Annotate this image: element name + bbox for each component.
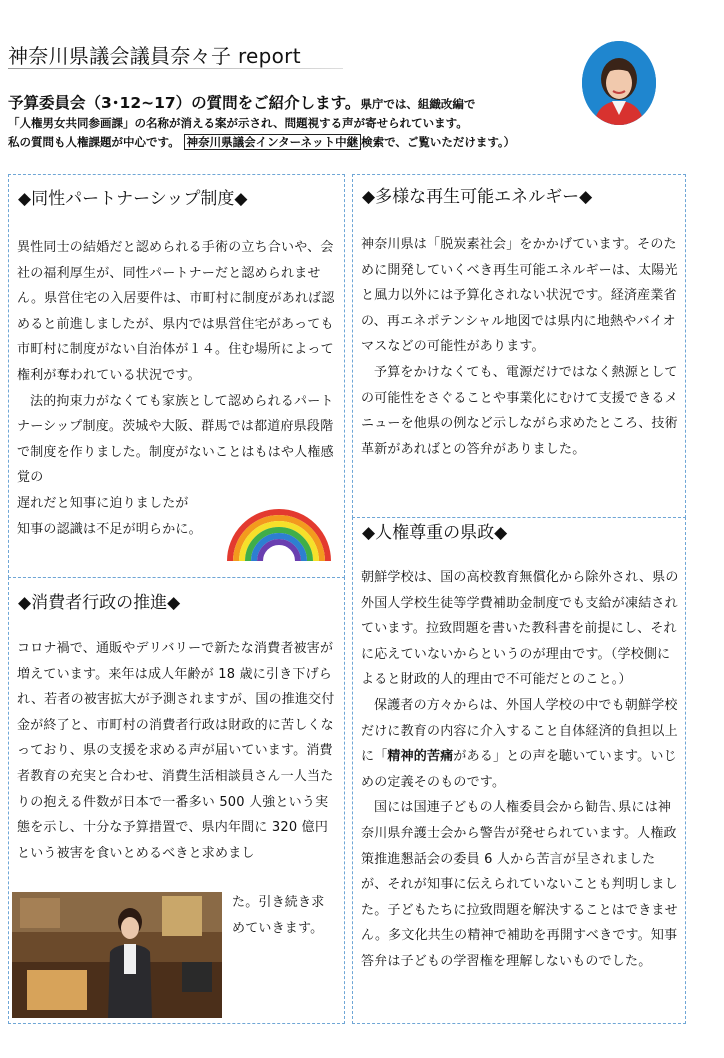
human-rights-paragraph-3: 国には国連子どもの人権委員会から勧告､県には神奈川県弁護士会から警告が発せられています。人権政策推進懇話会の委員 6 人から苦言が呈されましたが、それが知事に伝えられていないことも判明しました。子どもたちに拉致問題を解決することはできません。多文化共生の精神で補助を再開すべきです。知事答弁は子どもの学習権を理解しないものでした。 [361,800,678,969]
human-rights-paragraph-1: 朝鮮学校は、国の高校教育無償化から除外され、県の外国人学校生徒等学費補助金制度でも支給が凍結されています。拉致問題を書いた教科書を前提にし、それに応えていないからというのが理由です。（学校側によると財政的人的理由で不可能だとのこと。） [361,570,679,688]
lead-line-2: 「人権男女共同参画課」の名称が消える案が示され、問題視する声が寄せられています。 [8,116,468,130]
human-rights-body [361,565,679,975]
partnership-paragraph-4: 知事の認識は不足が明らかに。 [17,521,202,537]
partnership-paragraph-1: 異性同士の結婚だと認められる手術の立ち合いや、会社の福利厚生が、同性パートナーだと認められません。県営住宅の入居要件は、市町村に制度があれば認めると前進しましたが、県内では県営住宅があっても市町村に制度がない自治体が１４。住む場所によって権利が奪われている状況です。 [17,240,335,383]
rainbow-illustration [226,487,332,563]
newsletter-title: 神奈川県議会議員奈々子 report [8,44,301,68]
energy-paragraph-2: 予算をかけなくても、電源だけではなく熱源としての可能性をさぐることや事業化にむけて支援できるメニューを他県の例など示しながら求めたところ、技術革新があればとの答弁がありました。 [361,364,678,457]
consumer-body [17,636,337,866]
lead-line-1: 県庁では、組織改編で [360,97,476,111]
energy-paragraph-1: 神奈川県は「脱炭素社会」をかかげています。そのために開発していくべき再生可能エネルギーは、太陽光と風力以外には予算化されない状況です。経済産業省の、再エネポテンシャル地図では県内に地熱やバイオマスなどの可能性があります。 [361,237,678,355]
search-keyword-box: 神奈川県議会インターネット中継 [184,134,361,150]
lead-paragraph [8,94,653,152]
lead-line-3b: 検索で、ご覧いただけます。） [361,135,516,149]
partnership-paragraph-3: 遅れだと知事に迫りましたが [17,495,189,511]
consumer-paragraph-3: めていきます。 [232,920,324,936]
human-rights-paragraph-2a: 保護者の方々からは、外国人学校の中でも朝鮮学校だけに教育の内容に介入すること自体経済的負担以上に「 [361,697,678,765]
title-underline [8,68,343,69]
human-rights-emphasis: 精神的苦痛 [387,749,454,765]
human-rights-paragraph-2b: がある」との声を聴いています。いじめの定義そのものです。 [361,749,677,790]
energy-heading: ◆多様な再生可能エネルギー◆ [362,187,593,207]
consumer-body-tail [232,890,340,941]
consumer-paragraph-1: コロナ禍で、通販やデリバリーで新たな消費者被害が増えています。来年は成人年齢が 18 歳に引き下げられ、若者の被害拡大が予測されますが、国の推進交付金が終了と、市町村の消費者行政は財政的に苦しくなっており、県の支援を求める声が届いています。消費者教育の充実と合わせ、消費生活相談員さん一人当たりの抱える件数が日本で一番多い 500 人強という実態を示し、十分な予算措置で、県内年間に 320 億円という被害を食いとめるべきと求めまし [17,641,335,861]
assembly-photo [12,892,222,1018]
energy-body [361,232,679,462]
consumer-paragraph-2: た。引き続き求 [232,895,325,910]
consumer-heading: ◆消費者行政の推進◆ [18,593,181,613]
human-rights-paragraph-2 [361,693,679,795]
human-rights-heading: ◆人権尊重の県政◆ [362,523,508,543]
lead-line-3a: 私の質問も人権課題が中心です。 [8,135,180,149]
partnership-paragraph-2: 法的拘束力がなくても家族として認められるパートナーシップ制度。茨城や大阪、群馬では都道府県段階で制度を作りました。制度がないことはもはや人権感覚の [17,393,334,486]
partnership-heading: ◆同性パートナーシップ制度◆ [18,189,248,209]
lead-title: 予算委員会（3･12~17）の質問をご紹介します。 [8,94,361,112]
